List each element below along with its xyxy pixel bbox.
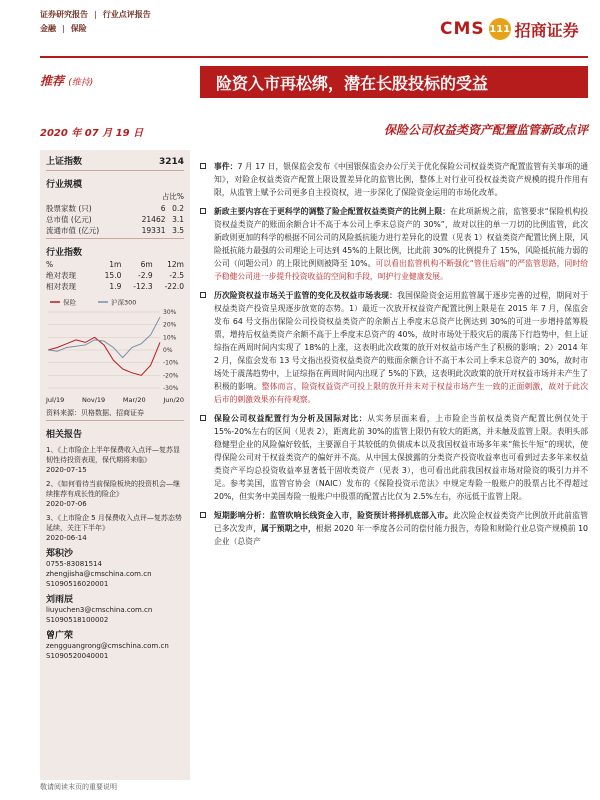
analyst-cert: S1090520040001 (46, 652, 109, 660)
y-tick-label: -10% (163, 359, 179, 367)
y-tick-label: 30% (163, 309, 177, 316)
analyst-email[interactable]: zhengjisha@cmschina.com.cn (46, 570, 152, 578)
x-tick-label: Jun/20 (163, 396, 184, 404)
square-bullet-icon (200, 415, 206, 421)
index-label: 上证指数 (46, 157, 83, 167)
y-tick-label: -30% (163, 385, 179, 392)
performance-table (46, 259, 184, 292)
related-report: 3、《上市险企 5 月保费收入点评—复苏态势延续，关注下半年》 2020-06-14 (46, 514, 182, 542)
table-row: 总市值 (亿元) 21462 3.1 (46, 215, 184, 224)
logo-text-cn: 招商证券 (514, 20, 579, 40)
paragraph-impact: 短期影响分析：监管吹响长线资金入市，险资预计将择机底部入市。此次险企权益类资产比例放开此前监管已多次发声，属于预期之中，根据 2020 年一季度各公司的偿付能力报告，寿险和财险行业总资产规模前 10 企业（总资产 (200, 509, 588, 548)
square-bullet-icon (200, 292, 206, 298)
series-line (48, 337, 160, 375)
pct-header: 占比% (161, 192, 184, 201)
y-tick-label: 0% (163, 347, 173, 354)
paragraph-event: 事件：7 月 17 日，银保监会发布《中国银保监会办公厅关于优化保险公司权益类资产配置监管有关事项的通知》，对险企权益类资产配置上限设置差异化的监管比例，整体上对行业可投权益类资产规模的提升作用有限，从监管上赋予公司更多自主投资权，进一步深化了保险资金运用的市场化改革。 (200, 160, 588, 199)
report-header: 证券研究报告 | 行业点评报告 金融 | 保险 (40, 8, 151, 36)
divider (46, 420, 184, 421)
table-row: 股票家数 (只) 6 0.2 (46, 204, 184, 213)
related-report: 2、《如何看待当前保险板块的投资机会—继续推荐有成长性的险企》 2020-07-06 (46, 480, 180, 508)
analyst-email[interactable]: liuyuchen3@cmschina.com.cn (46, 606, 153, 614)
y-tick-label: 20% (163, 321, 177, 329)
rating-sub: (维持) (68, 78, 94, 88)
square-bullet-icon (200, 208, 206, 214)
legend-label: 保险 (63, 298, 76, 307)
chart-svg (46, 296, 184, 392)
square-bullet-icon (200, 163, 206, 169)
report-title: 险资入市再松绑，潜在长股投标的受益 (200, 66, 588, 98)
related-reports-title: 相关报告 (46, 430, 83, 440)
analyst-card (46, 595, 184, 625)
analyst-name: 刘雨辰 (46, 595, 74, 605)
header-divider (40, 56, 588, 58)
x-tick-label: Nov/19 (82, 396, 106, 404)
industry-index-title: 行业指数 (46, 248, 83, 258)
chart-x-axis (46, 396, 184, 404)
logo-badge-icon: 111 (489, 18, 511, 40)
analyst-card (46, 631, 184, 661)
performance-chart (46, 296, 184, 404)
paragraph-history: 历次险资权益市场关于监管的变化及权益市场表现：我国保险资金运用监管属于逐步完善的过程，期间对于权益类资产投资呈现逐步放宽的态势。1）最近一次放开权益资产配置比例上限是在 2015 年 7 月，保监会发布 64 号文指出保险公司投资权益类资产的余额占上季度末总资产比例达到 30%的可进一步增持蓝筹股票，增持后权益类资产余额不高于上季度末总资产的 40%，故时市场处于股灾后的震荡下行趋势中，但上证综指在两周时间内实现了 18%的上涨，这表明此次政策的放开对权益市场产生了积极的影响；2）2014 年 2 月，保监会发布 13 号文指出投资权益类资产的账面余额合计不高于本公司上季末总资产的 30%，故时市场处于震荡趋势中，上证综指在两周时间内出现了 5%的下跌，这表明此次政策的放开对权益市场并未产生了积极的影响。整体而言，险资权益资产可投上限的放开并未对于权益市场产生一致的正面刺激，故对于此次后市的刺激效果亦有待观察。 (200, 289, 588, 406)
report-type: 证券研究报告 (40, 10, 88, 19)
analyst-phone: 0755-83081514 (46, 560, 102, 568)
y-tick-label: 10% (163, 334, 177, 342)
y-tick-label: -20% (163, 372, 179, 380)
logo-text-en: CMS (440, 19, 485, 39)
sector-sub: 保险 (70, 24, 87, 33)
rating (40, 72, 93, 89)
table-row: 相对表现 1.9 -12.3 -22.0 (46, 282, 184, 291)
industry-scale-title: 行业规模 (46, 180, 83, 190)
table-row: 绝对表现 15.0 -2.9 -2.5 (46, 271, 184, 280)
report-subtype: 行业点评报告 (102, 10, 151, 19)
rating-label: 推荐 (40, 74, 65, 88)
sector-main: 金融 (40, 24, 56, 33)
divider (46, 170, 184, 171)
square-bullet-icon (200, 512, 206, 518)
sidebar (40, 150, 190, 780)
divider (46, 238, 184, 239)
analyst-cert: S1090518100002 (46, 616, 109, 624)
x-tick-label: Mar/20 (122, 396, 146, 404)
legend-label: 沪深300 (111, 298, 137, 307)
index-value: 3214 (158, 157, 184, 167)
chart-source: 资料来源：贝格数据、招商证券 (46, 409, 144, 417)
footer-disclaimer: 敬请阅读末页的重要说明 (40, 783, 117, 791)
analyst-card (46, 549, 184, 589)
industry-scale-table (46, 203, 184, 236)
table-row: 流通市值 (亿元) 19331 3.5 (46, 226, 184, 235)
main-content (200, 160, 588, 554)
analyst-name: 曾广荣 (46, 631, 74, 641)
company-logo (440, 12, 588, 46)
report-date: 2020 年 07 月 19 日 (40, 128, 144, 139)
paragraph-policy: 新政主要内容在于更科学的调整了险企配置权益类资产的比例上限：在此项新规之前，监管要求“保险机构投资权益类资产的账面余额合计不高于本公司上季末总资产的 30%”，故对以往的单一刀切的比例监管，此次新政则更加的科学的根据不同公司的风险抵抗能力进行差异化的设置（见表 1）权益类资产配置比例上限，风险抵抗能力最强的公司理论上可达到 45%的上限比例，比此前 30%的比例提升了 15%，风险抵抗能力弱的公司（问题公司）的上限比例则被降至 10%。可以看出监管机构不断强化“管住后端”的严监管思路，同时给予稳健公司进一步提升投资收益的空间和手段，呵护行业健康发展。 (200, 205, 588, 283)
analyst-name: 郑积沙 (46, 549, 74, 559)
analyst-email[interactable]: zengguangrong@cmschina.com.cn (46, 642, 169, 650)
paragraph-analysis: 保险公司权益配置行为分析及国际对比：从实务层面来看，上市险企当前权益类资产配置比例仅处于 15%-20%左右的区间（见表 2），距离此前 30%的监管上限仍有较大的距离，并未触及监管上限。表明头部稳健型企业的风险偏好较低，主要源自于其较低的负债成本以及我国权益市场多年来“熊长牛短”的现状，使得保险公司对于权益类资产的偏好并不高。从中国太保披露的分类资产投资收益率也可看到过去多年来权益类资产平均总投资收益率显著低于固收类资产（见表 3），也可看出此前我国权益市场对险资的吸引力并不足。参考美国，监管官协会（NAIC）发布的《保险投资示范法》中规定寿险一般账户的股票占比不得超过 20%，但实务中美国寿险一般账户中股票的配置占比仅为 2.5%左右，亦远低于监管上限。 (200, 412, 588, 503)
report-subtitle: 保险公司权益类资产配置监管新政点评 (383, 123, 588, 137)
related-report: 1、《上市险企上半年保费收入点评—复苏显韧性待投资表现，保代期将来临》 2020-07-15 (46, 446, 180, 474)
x-tick-label: Jul/19 (46, 396, 65, 404)
analyst-cert: S1090516020001 (46, 580, 109, 588)
table-header-row: % 1m 6m 12m (46, 260, 184, 269)
